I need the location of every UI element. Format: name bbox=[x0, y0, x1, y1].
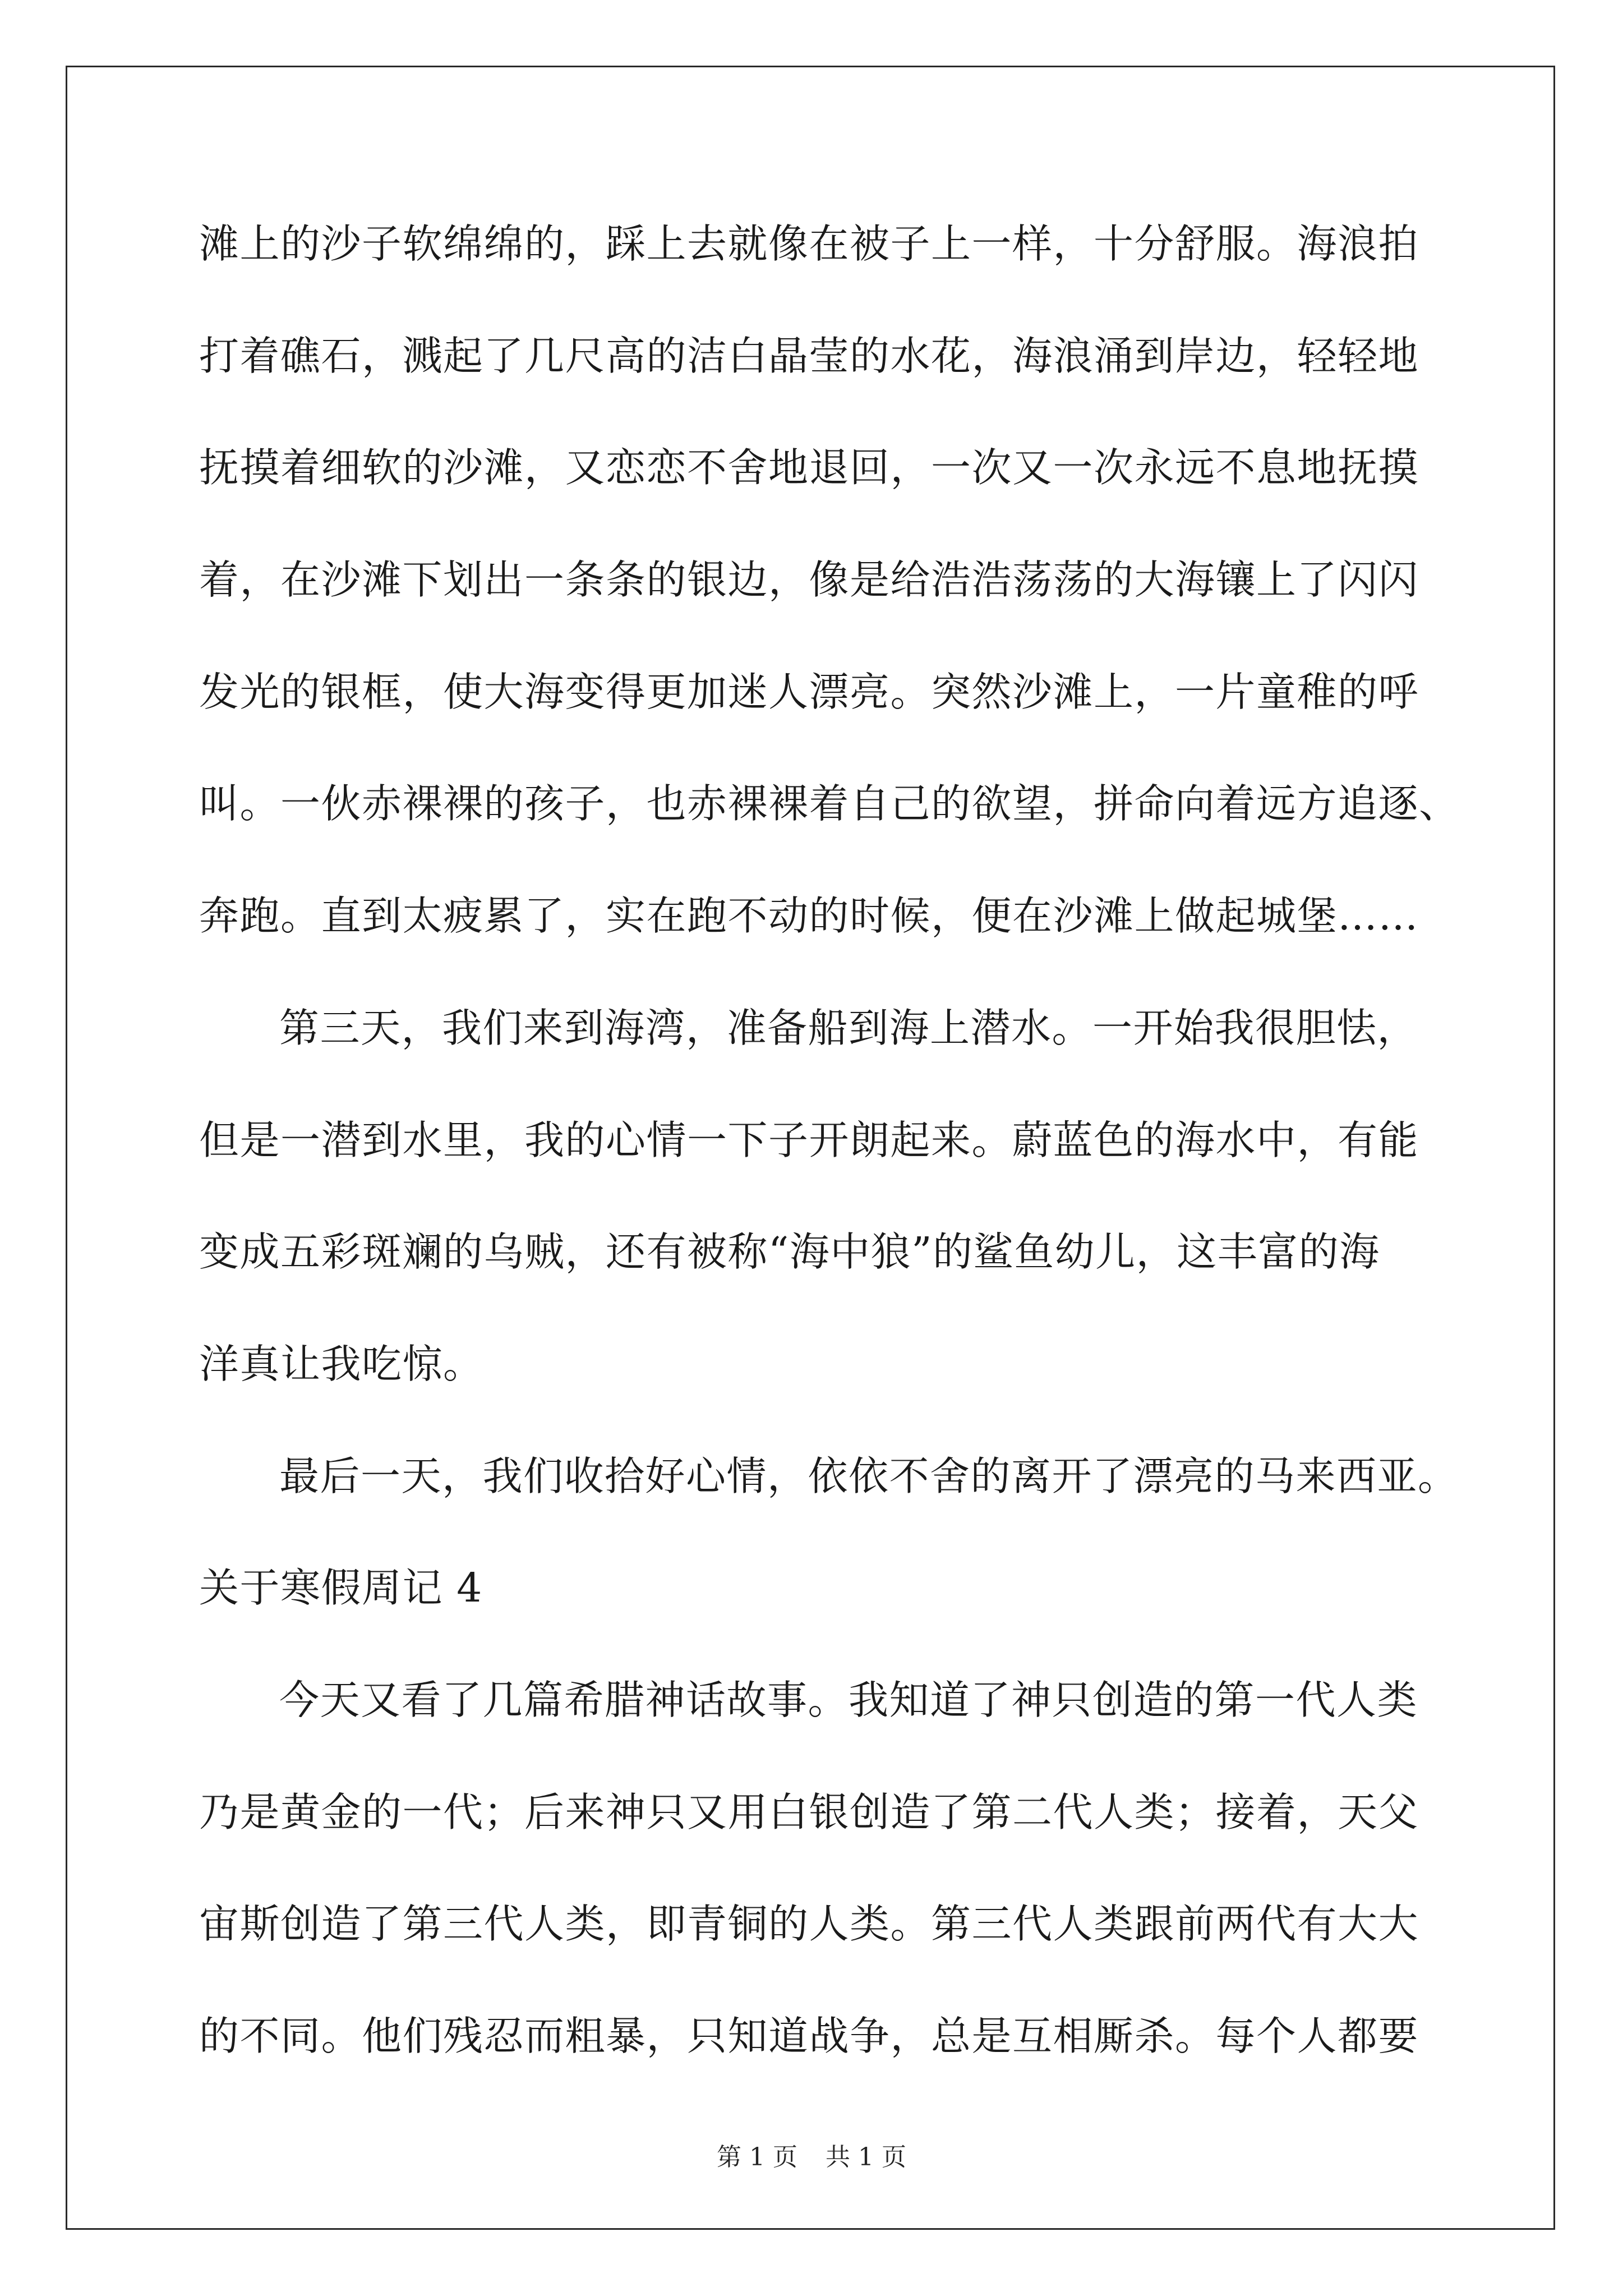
text-line: 的不同。他们残忍而粗暴，只知道战争，总是互相厮杀。每个人都要 bbox=[199, 2013, 1419, 2059]
text-line: 叫。一伙赤裸裸的孩子，也赤裸裸着自己的欲望，拼命向着远方追逐、 bbox=[199, 780, 1460, 827]
text-line: 抚摸着细软的沙滩，又恋恋不舍地退回，一次又一次永远不息地抚摸 bbox=[199, 444, 1419, 491]
text-line: 滩上的沙子软绵绵的，踩上去就像在被子上一样，十分舒服。海浪拍 bbox=[199, 220, 1419, 267]
section-heading: 关于寒假周记 4 bbox=[199, 1565, 483, 1612]
paragraph-start-line: 今天又看了几篇希腊神话故事。我知道了神只创造的第一代人类 bbox=[279, 1676, 1418, 1723]
text-line: 但是一潜到水里，我的心情一下子开朗起来。蔚蓝色的海水中，有能 bbox=[199, 1116, 1419, 1163]
text-line: 发光的银框，使大海变得更加迷人漂亮。突然沙滩上，一片童稚的呼 bbox=[199, 668, 1419, 715]
page-footer bbox=[0, 2141, 1623, 2174]
text-line: 宙斯创造了第三代人类，即青铜的人类。第三代人类跟前两代有大大 bbox=[199, 1901, 1419, 1948]
text-line: 奔跑。直到太疲累了，实在跑不动的时候，便在沙滩上做起城堡…… bbox=[199, 892, 1419, 940]
text-line: 着，在沙滩下划出一条条的银边，像是给浩浩荡荡的大海镶上了闪闪 bbox=[199, 556, 1419, 604]
text-line: 洋真让我吃惊。 bbox=[199, 1340, 484, 1387]
document-body bbox=[199, 202, 1460, 2106]
text-line: 变成五彩斑斓的乌贼，还有被称“海中狼”的鲨鱼幼儿，这丰富的海 bbox=[199, 1228, 1380, 1276]
text-line: 打着礁石，溅起了几尺高的洁白晶莹的水花，海浪涌到岸边，轻轻地 bbox=[199, 332, 1419, 379]
text-line: 乃是黄金的一代；后来神只又用白银创造了第二代人类；接着，天父 bbox=[199, 1788, 1419, 1835]
page-total: 共 1 页 bbox=[826, 2143, 906, 2171]
page-number: 第 1 页 bbox=[717, 2143, 797, 2171]
paragraph-start-line: 最后一天，我们收拾好心情，依依不舍的离开了漂亮的马来西亚。 bbox=[279, 1452, 1459, 1499]
paragraph-start-line: 第三天，我们来到海湾，准备船到海上潜水。一开始我很胆怯， bbox=[279, 1004, 1418, 1051]
